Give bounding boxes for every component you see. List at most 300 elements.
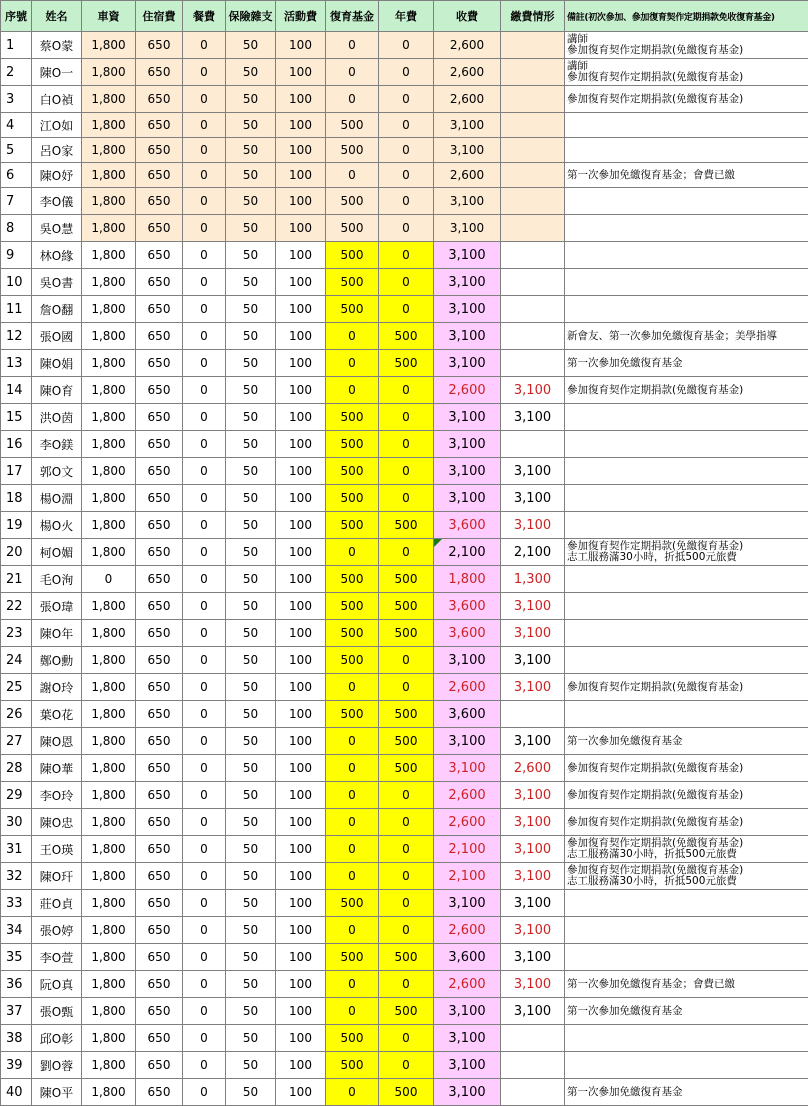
cell-car[interactable]: 1,800 xyxy=(82,809,136,836)
cell-annual[interactable]: 0 xyxy=(379,431,434,458)
cell-lodging[interactable]: 650 xyxy=(136,32,183,59)
cell-seq[interactable]: 8 xyxy=(1,215,32,242)
cell-fund[interactable]: 0 xyxy=(326,163,379,188)
cell-name[interactable]: 張O婷 xyxy=(32,917,82,944)
cell-paid[interactable]: 3,100 xyxy=(501,890,565,917)
cell-name[interactable]: 張O國 xyxy=(32,323,82,350)
cell-remark[interactable] xyxy=(565,620,808,647)
cell-paid[interactable] xyxy=(501,1052,565,1079)
cell-fund[interactable]: 0 xyxy=(326,323,379,350)
cell-paid[interactable] xyxy=(501,296,565,323)
header-insurance[interactable]: 保險雜支 xyxy=(226,1,276,32)
cell-car[interactable]: 1,800 xyxy=(82,890,136,917)
header-seq[interactable]: 序號 xyxy=(1,1,32,32)
cell-seq[interactable]: 14 xyxy=(1,377,32,404)
cell-seq[interactable]: 27 xyxy=(1,728,32,755)
cell-remark[interactable] xyxy=(565,86,808,113)
cell-paid[interactable] xyxy=(501,1025,565,1052)
cell-insurance[interactable]: 50 xyxy=(226,1052,276,1079)
cell-seq[interactable]: 3 xyxy=(1,86,32,113)
cell-activity[interactable]: 100 xyxy=(276,59,326,86)
cell-insurance[interactable]: 50 xyxy=(226,138,276,163)
cell-car[interactable]: 1,800 xyxy=(82,163,136,188)
cell-total[interactable]: 3,600 xyxy=(434,701,501,728)
header-total[interactable]: 收費 xyxy=(434,1,501,32)
cell-fund[interactable]: 0 xyxy=(326,998,379,1025)
cell-meal[interactable]: 0 xyxy=(183,377,226,404)
cell-activity[interactable]: 100 xyxy=(276,458,326,485)
cell-name[interactable]: 蔡O蒙 xyxy=(32,32,82,59)
cell-remark[interactable] xyxy=(565,566,808,593)
cell-fund[interactable]: 500 xyxy=(326,593,379,620)
cell-seq[interactable]: 13 xyxy=(1,350,32,377)
cell-lodging[interactable]: 650 xyxy=(136,1025,183,1052)
cell-activity[interactable]: 100 xyxy=(276,647,326,674)
cell-insurance[interactable]: 50 xyxy=(226,485,276,512)
cell-meal[interactable]: 0 xyxy=(183,138,226,163)
cell-car[interactable]: 1,800 xyxy=(82,323,136,350)
cell-paid[interactable]: 3,100 xyxy=(501,836,565,863)
cell-paid[interactable]: 3,100 xyxy=(501,944,565,971)
cell-total[interactable]: 3,100 xyxy=(434,890,501,917)
cell-annual[interactable]: 500 xyxy=(379,323,434,350)
cell-paid[interactable]: 3,100 xyxy=(501,782,565,809)
cell-total[interactable]: 2,600 xyxy=(434,377,501,404)
cell-name[interactable]: 柯O媚 xyxy=(32,539,82,566)
cell-activity[interactable]: 100 xyxy=(276,377,326,404)
cell-annual[interactable]: 0 xyxy=(379,1052,434,1079)
cell-meal[interactable]: 0 xyxy=(183,998,226,1025)
cell-car[interactable]: 1,800 xyxy=(82,215,136,242)
cell-seq[interactable]: 40 xyxy=(1,1079,32,1106)
cell-annual[interactable]: 0 xyxy=(379,782,434,809)
cell-lodging[interactable]: 650 xyxy=(136,809,183,836)
cell-seq[interactable]: 20 xyxy=(1,539,32,566)
cell-remark[interactable] xyxy=(565,593,808,620)
cell-insurance[interactable]: 50 xyxy=(226,32,276,59)
cell-remark[interactable] xyxy=(565,539,808,566)
cell-lodging[interactable]: 650 xyxy=(136,944,183,971)
cell-meal[interactable]: 0 xyxy=(183,674,226,701)
cell-seq[interactable]: 18 xyxy=(1,485,32,512)
cell-seq[interactable]: 10 xyxy=(1,269,32,296)
cell-insurance[interactable]: 50 xyxy=(226,782,276,809)
cell-name[interactable]: 阮O真 xyxy=(32,971,82,998)
cell-annual[interactable]: 500 xyxy=(379,755,434,782)
cell-seq[interactable]: 24 xyxy=(1,647,32,674)
cell-remark[interactable] xyxy=(565,1025,808,1052)
cell-car[interactable]: 1,800 xyxy=(82,377,136,404)
cell-activity[interactable]: 100 xyxy=(276,701,326,728)
cell-fund[interactable]: 500 xyxy=(326,188,379,215)
cell-lodging[interactable]: 650 xyxy=(136,188,183,215)
cell-paid[interactable] xyxy=(501,113,565,138)
cell-remark[interactable] xyxy=(565,458,808,485)
cell-meal[interactable]: 0 xyxy=(183,32,226,59)
cell-car[interactable]: 1,800 xyxy=(82,458,136,485)
cell-lodging[interactable]: 650 xyxy=(136,701,183,728)
cell-annual[interactable]: 500 xyxy=(379,1079,434,1106)
cell-remark[interactable] xyxy=(565,377,808,404)
cell-seq[interactable]: 37 xyxy=(1,998,32,1025)
cell-insurance[interactable]: 50 xyxy=(226,674,276,701)
cell-lodging[interactable]: 650 xyxy=(136,458,183,485)
cell-annual[interactable]: 500 xyxy=(379,728,434,755)
cell-name[interactable]: 劉O蓉 xyxy=(32,1052,82,1079)
cell-car[interactable]: 1,800 xyxy=(82,138,136,163)
cell-seq[interactable]: 26 xyxy=(1,701,32,728)
cell-lodging[interactable]: 650 xyxy=(136,1052,183,1079)
cell-seq[interactable]: 4 xyxy=(1,113,32,138)
cell-insurance[interactable]: 50 xyxy=(226,113,276,138)
cell-remark[interactable] xyxy=(565,1079,808,1106)
cell-total[interactable]: 3,100 xyxy=(434,113,501,138)
cell-fund[interactable]: 500 xyxy=(326,1052,379,1079)
cell-car[interactable]: 1,800 xyxy=(82,728,136,755)
cell-name[interactable]: 陳O年 xyxy=(32,620,82,647)
cell-car[interactable]: 1,800 xyxy=(82,971,136,998)
cell-paid[interactable]: 3,100 xyxy=(501,998,565,1025)
cell-total[interactable]: 3,100 xyxy=(434,215,501,242)
cell-insurance[interactable]: 50 xyxy=(226,890,276,917)
cell-annual[interactable]: 0 xyxy=(379,215,434,242)
cell-total[interactable]: 3,100 xyxy=(434,755,501,782)
cell-total[interactable]: 2,100 xyxy=(434,836,501,863)
cell-car[interactable]: 1,800 xyxy=(82,1025,136,1052)
cell-meal[interactable]: 0 xyxy=(183,1079,226,1106)
cell-fund[interactable]: 500 xyxy=(326,890,379,917)
cell-name[interactable]: 陳O育 xyxy=(32,377,82,404)
cell-meal[interactable]: 0 xyxy=(183,566,226,593)
cell-lodging[interactable]: 650 xyxy=(136,485,183,512)
cell-annual[interactable]: 500 xyxy=(379,512,434,539)
cell-activity[interactable]: 100 xyxy=(276,674,326,701)
cell-fund[interactable]: 500 xyxy=(326,296,379,323)
cell-fund[interactable]: 0 xyxy=(326,377,379,404)
cell-fund[interactable]: 0 xyxy=(326,59,379,86)
cell-activity[interactable]: 100 xyxy=(276,113,326,138)
cell-remark[interactable] xyxy=(565,296,808,323)
cell-paid[interactable]: 3,100 xyxy=(501,512,565,539)
cell-insurance[interactable]: 50 xyxy=(226,188,276,215)
cell-paid[interactable]: 3,100 xyxy=(501,485,565,512)
cell-total[interactable]: 3,100 xyxy=(434,1025,501,1052)
cell-annual[interactable]: 0 xyxy=(379,59,434,86)
cell-name[interactable]: 李O玲 xyxy=(32,782,82,809)
cell-insurance[interactable]: 50 xyxy=(226,269,276,296)
cell-lodging[interactable]: 650 xyxy=(136,620,183,647)
cell-activity[interactable]: 100 xyxy=(276,539,326,566)
cell-lodging[interactable]: 650 xyxy=(136,890,183,917)
cell-meal[interactable]: 0 xyxy=(183,917,226,944)
cell-activity[interactable]: 100 xyxy=(276,971,326,998)
cell-insurance[interactable]: 50 xyxy=(226,539,276,566)
cell-seq[interactable]: 33 xyxy=(1,890,32,917)
cell-total[interactable]: 3,100 xyxy=(434,647,501,674)
cell-paid[interactable]: 2,600 xyxy=(501,755,565,782)
cell-meal[interactable]: 0 xyxy=(183,431,226,458)
cell-paid[interactable]: 2,100 xyxy=(501,539,565,566)
cell-lodging[interactable]: 650 xyxy=(136,113,183,138)
cell-paid[interactable] xyxy=(501,138,565,163)
cell-annual[interactable]: 0 xyxy=(379,809,434,836)
cell-name[interactable]: 陳O平 xyxy=(32,1079,82,1106)
cell-insurance[interactable]: 50 xyxy=(226,323,276,350)
cell-seq[interactable]: 19 xyxy=(1,512,32,539)
cell-activity[interactable]: 100 xyxy=(276,86,326,113)
cell-remark[interactable] xyxy=(565,917,808,944)
cell-meal[interactable]: 0 xyxy=(183,728,226,755)
cell-lodging[interactable]: 650 xyxy=(136,404,183,431)
cell-annual[interactable]: 0 xyxy=(379,404,434,431)
cell-total[interactable]: 2,600 xyxy=(434,674,501,701)
cell-remark[interactable] xyxy=(565,863,808,890)
cell-seq[interactable]: 5 xyxy=(1,138,32,163)
cell-meal[interactable]: 0 xyxy=(183,1052,226,1079)
cell-paid[interactable]: 3,100 xyxy=(501,674,565,701)
cell-remark[interactable] xyxy=(565,323,808,350)
cell-lodging[interactable]: 650 xyxy=(136,163,183,188)
cell-seq[interactable]: 34 xyxy=(1,917,32,944)
cell-paid[interactable] xyxy=(501,323,565,350)
cell-meal[interactable]: 0 xyxy=(183,593,226,620)
cell-name[interactable]: 葉O花 xyxy=(32,701,82,728)
cell-car[interactable]: 1,800 xyxy=(82,998,136,1025)
cell-insurance[interactable]: 50 xyxy=(226,242,276,269)
cell-remark[interactable] xyxy=(565,512,808,539)
cell-name[interactable]: 吳O書 xyxy=(32,269,82,296)
cell-lodging[interactable]: 650 xyxy=(136,755,183,782)
cell-paid[interactable]: 3,100 xyxy=(501,377,565,404)
cell-seq[interactable]: 30 xyxy=(1,809,32,836)
cell-annual[interactable]: 0 xyxy=(379,836,434,863)
cell-seq[interactable]: 12 xyxy=(1,323,32,350)
cell-fund[interactable]: 500 xyxy=(326,944,379,971)
cell-meal[interactable]: 0 xyxy=(183,863,226,890)
cell-annual[interactable]: 0 xyxy=(379,485,434,512)
cell-car[interactable]: 1,800 xyxy=(82,539,136,566)
cell-lodging[interactable]: 650 xyxy=(136,59,183,86)
cell-activity[interactable]: 100 xyxy=(276,32,326,59)
cell-annual[interactable]: 0 xyxy=(379,917,434,944)
cell-name[interactable]: 李O儀 xyxy=(32,188,82,215)
cell-insurance[interactable]: 50 xyxy=(226,59,276,86)
cell-insurance[interactable]: 50 xyxy=(226,458,276,485)
cell-lodging[interactable]: 650 xyxy=(136,539,183,566)
cell-fund[interactable]: 500 xyxy=(326,404,379,431)
cell-lodging[interactable]: 650 xyxy=(136,215,183,242)
cell-annual[interactable]: 0 xyxy=(379,138,434,163)
cell-insurance[interactable]: 50 xyxy=(226,377,276,404)
cell-paid[interactable]: 1,300 xyxy=(501,566,565,593)
cell-activity[interactable]: 100 xyxy=(276,138,326,163)
cell-car[interactable]: 1,800 xyxy=(82,674,136,701)
cell-insurance[interactable]: 50 xyxy=(226,809,276,836)
cell-insurance[interactable]: 50 xyxy=(226,215,276,242)
cell-paid[interactable]: 3,100 xyxy=(501,620,565,647)
cell-remark[interactable] xyxy=(565,674,808,701)
cell-total[interactable]: 1,800 xyxy=(434,566,501,593)
cell-name[interactable]: 洪O茵 xyxy=(32,404,82,431)
cell-meal[interactable]: 0 xyxy=(183,1025,226,1052)
cell-paid[interactable]: 3,100 xyxy=(501,728,565,755)
cell-total[interactable]: 3,100 xyxy=(434,323,501,350)
cell-car[interactable]: 1,800 xyxy=(82,242,136,269)
cell-name[interactable]: 陳O妤 xyxy=(32,163,82,188)
cell-car[interactable]: 1,800 xyxy=(82,1052,136,1079)
cell-annual[interactable]: 0 xyxy=(379,1025,434,1052)
cell-total[interactable]: 3,100 xyxy=(434,404,501,431)
cell-insurance[interactable]: 50 xyxy=(226,701,276,728)
cell-insurance[interactable]: 50 xyxy=(226,647,276,674)
cell-total[interactable]: 2,600 xyxy=(434,32,501,59)
cell-remark[interactable] xyxy=(565,113,808,138)
cell-seq[interactable]: 38 xyxy=(1,1025,32,1052)
cell-activity[interactable]: 100 xyxy=(276,323,326,350)
cell-meal[interactable]: 0 xyxy=(183,971,226,998)
cell-paid[interactable] xyxy=(501,59,565,86)
cell-remark[interactable] xyxy=(565,944,808,971)
cell-car[interactable]: 1,800 xyxy=(82,431,136,458)
cell-remark[interactable] xyxy=(565,998,808,1025)
cell-car[interactable]: 1,800 xyxy=(82,296,136,323)
cell-insurance[interactable]: 50 xyxy=(226,86,276,113)
cell-seq[interactable]: 9 xyxy=(1,242,32,269)
cell-insurance[interactable]: 50 xyxy=(226,755,276,782)
cell-annual[interactable]: 500 xyxy=(379,620,434,647)
cell-name[interactable]: 陳O娟 xyxy=(32,350,82,377)
cell-lodging[interactable]: 650 xyxy=(136,242,183,269)
cell-insurance[interactable]: 50 xyxy=(226,836,276,863)
cell-car[interactable]: 1,800 xyxy=(82,59,136,86)
header-name[interactable]: 姓名 xyxy=(32,1,82,32)
cell-remark[interactable] xyxy=(565,431,808,458)
header-meal[interactable]: 餐費 xyxy=(183,1,226,32)
cell-fund[interactable]: 500 xyxy=(326,647,379,674)
cell-remark[interactable] xyxy=(565,163,808,188)
cell-activity[interactable]: 100 xyxy=(276,620,326,647)
cell-insurance[interactable]: 50 xyxy=(226,163,276,188)
cell-meal[interactable]: 0 xyxy=(183,620,226,647)
cell-name[interactable]: 莊O貞 xyxy=(32,890,82,917)
cell-lodging[interactable]: 650 xyxy=(136,512,183,539)
cell-activity[interactable]: 100 xyxy=(276,836,326,863)
cell-name[interactable]: 王O瑛 xyxy=(32,836,82,863)
cell-lodging[interactable]: 650 xyxy=(136,566,183,593)
cell-insurance[interactable]: 50 xyxy=(226,971,276,998)
header-lodging[interactable]: 住宿費 xyxy=(136,1,183,32)
cell-name[interactable]: 郭O文 xyxy=(32,458,82,485)
cell-lodging[interactable]: 650 xyxy=(136,296,183,323)
cell-seq[interactable]: 31 xyxy=(1,836,32,863)
cell-activity[interactable]: 100 xyxy=(276,944,326,971)
cell-activity[interactable]: 100 xyxy=(276,1052,326,1079)
cell-car[interactable]: 1,800 xyxy=(82,647,136,674)
cell-meal[interactable]: 0 xyxy=(183,809,226,836)
header-activity[interactable]: 活動費 xyxy=(276,1,326,32)
cell-annual[interactable]: 500 xyxy=(379,998,434,1025)
cell-seq[interactable]: 29 xyxy=(1,782,32,809)
cell-name[interactable]: 毛O洵 xyxy=(32,566,82,593)
cell-car[interactable]: 1,800 xyxy=(82,782,136,809)
header-remark[interactable]: 備註(初次參加、參加復育契作定期捐款免收復育基金) xyxy=(565,1,808,32)
cell-fund[interactable]: 500 xyxy=(326,215,379,242)
cell-activity[interactable]: 100 xyxy=(276,512,326,539)
cell-car[interactable]: 1,800 xyxy=(82,86,136,113)
cell-lodging[interactable]: 650 xyxy=(136,86,183,113)
cell-fund[interactable]: 0 xyxy=(326,755,379,782)
cell-remark[interactable] xyxy=(565,755,808,782)
cell-seq[interactable]: 17 xyxy=(1,458,32,485)
cell-total[interactable]: 3,600 xyxy=(434,620,501,647)
cell-paid[interactable] xyxy=(501,701,565,728)
cell-activity[interactable]: 100 xyxy=(276,242,326,269)
cell-total[interactable]: 2,100 xyxy=(434,863,501,890)
cell-paid[interactable]: 3,100 xyxy=(501,917,565,944)
cell-annual[interactable]: 500 xyxy=(379,566,434,593)
cell-total[interactable]: 3,100 xyxy=(434,1052,501,1079)
cell-lodging[interactable]: 650 xyxy=(136,593,183,620)
cell-insurance[interactable]: 50 xyxy=(226,863,276,890)
cell-activity[interactable]: 100 xyxy=(276,593,326,620)
cell-paid[interactable] xyxy=(501,86,565,113)
cell-insurance[interactable]: 50 xyxy=(226,917,276,944)
cell-meal[interactable]: 0 xyxy=(183,647,226,674)
cell-remark[interactable] xyxy=(565,215,808,242)
cell-remark[interactable] xyxy=(565,890,808,917)
cell-annual[interactable]: 0 xyxy=(379,971,434,998)
cell-seq[interactable]: 6 xyxy=(1,163,32,188)
cell-fund[interactable]: 500 xyxy=(326,620,379,647)
cell-total[interactable]: 3,100 xyxy=(434,188,501,215)
cell-activity[interactable]: 100 xyxy=(276,890,326,917)
cell-activity[interactable]: 100 xyxy=(276,404,326,431)
cell-lodging[interactable]: 650 xyxy=(136,863,183,890)
cell-total[interactable]: 3,100 xyxy=(434,458,501,485)
cell-insurance[interactable]: 50 xyxy=(226,593,276,620)
cell-lodging[interactable]: 650 xyxy=(136,269,183,296)
cell-insurance[interactable]: 50 xyxy=(226,512,276,539)
cell-total[interactable]: 2,600 xyxy=(434,59,501,86)
cell-annual[interactable]: 0 xyxy=(379,647,434,674)
cell-annual[interactable]: 0 xyxy=(379,539,434,566)
cell-car[interactable]: 1,800 xyxy=(82,620,136,647)
cell-total[interactable]: 3,600 xyxy=(434,593,501,620)
cell-activity[interactable]: 100 xyxy=(276,269,326,296)
cell-total[interactable]: 2,600 xyxy=(434,782,501,809)
cell-seq[interactable]: 1 xyxy=(1,32,32,59)
cell-seq[interactable]: 35 xyxy=(1,944,32,971)
cell-activity[interactable]: 100 xyxy=(276,350,326,377)
cell-total[interactable]: 2,100 xyxy=(434,539,501,566)
cell-seq[interactable]: 22 xyxy=(1,593,32,620)
cell-activity[interactable]: 100 xyxy=(276,809,326,836)
header-annual[interactable]: 年費 xyxy=(379,1,434,32)
cell-name[interactable]: 呂O家 xyxy=(32,138,82,163)
cell-annual[interactable]: 0 xyxy=(379,377,434,404)
cell-name[interactable]: 李O鎂 xyxy=(32,431,82,458)
cell-activity[interactable]: 100 xyxy=(276,215,326,242)
cell-lodging[interactable]: 650 xyxy=(136,917,183,944)
cell-fund[interactable]: 500 xyxy=(326,138,379,163)
cell-seq[interactable]: 25 xyxy=(1,674,32,701)
cell-total[interactable]: 2,600 xyxy=(434,917,501,944)
cell-car[interactable]: 1,800 xyxy=(82,917,136,944)
cell-fund[interactable]: 0 xyxy=(326,32,379,59)
cell-car[interactable]: 1,800 xyxy=(82,485,136,512)
cell-name[interactable]: 張O瑋 xyxy=(32,593,82,620)
cell-activity[interactable]: 100 xyxy=(276,728,326,755)
